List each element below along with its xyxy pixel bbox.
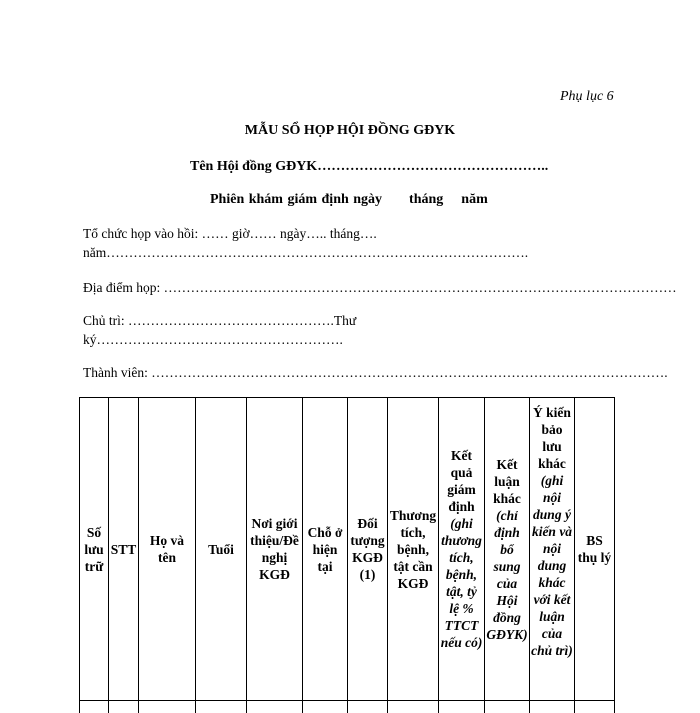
header-archive-number: Số lưu trữ bbox=[80, 398, 109, 701]
document-title: MẪU SỔ HỌP HỘI ĐỒNG GĐYK bbox=[0, 123, 700, 139]
table-cell bbox=[80, 701, 109, 713]
header-reserved-opinion bbox=[530, 398, 575, 701]
header-result-label: Kết quả giám định bbox=[447, 448, 476, 514]
header-referral: Nơi giới thiệu/Đề nghị KGĐ bbox=[247, 398, 303, 701]
chair-line-1: Chủ trì: ……………………………………….Thư bbox=[83, 313, 356, 329]
header-result-note: (ghi thương tích, bệnh, tật, tỷ lệ % TTCT nếu có) bbox=[441, 516, 483, 650]
header-result bbox=[439, 398, 485, 701]
meeting-time-line-1: Tổ chức họp vào hồi: …… giờ…… ngày….. tháng…. bbox=[83, 226, 377, 242]
header-injury: Thương tích, bệnh, tật cần KGĐ bbox=[388, 398, 439, 701]
table-cell bbox=[109, 701, 139, 713]
table-cell bbox=[139, 701, 196, 713]
meeting-time-line-2: năm…………………………………………………………………………………. bbox=[83, 245, 528, 261]
header-reserved-opinion-label: Ý kiến bảo lưu khác bbox=[533, 405, 571, 471]
header-full-name: Họ và tên bbox=[139, 398, 196, 701]
header-residence: Chỗ ở hiện tại bbox=[303, 398, 348, 701]
header-other-conclusion-note: (chỉ định bổ sung của Hội đồng GĐYK) bbox=[486, 508, 527, 642]
members-line: Thành viên: ……………………………………………………………………………………………………. bbox=[83, 365, 668, 381]
registry-table bbox=[79, 397, 615, 713]
location-line: Địa điểm họp: …………………………………………………………………………………………………… bbox=[83, 280, 677, 296]
header-subject: Đối tượng KGĐ (1) bbox=[348, 398, 388, 701]
header-age: Tuổi bbox=[196, 398, 247, 701]
header-other-conclusion bbox=[485, 398, 530, 701]
table-cell bbox=[196, 701, 247, 713]
header-doctor: BS thụ lý bbox=[575, 398, 615, 701]
table-cell bbox=[575, 701, 615, 713]
table-header-row bbox=[80, 398, 615, 701]
table-cell bbox=[303, 701, 348, 713]
table-cell bbox=[530, 701, 575, 713]
header-other-conclusion-label: Kết luận khác bbox=[493, 457, 521, 506]
table-cell bbox=[388, 701, 439, 713]
table-row bbox=[80, 701, 615, 713]
session-line: Phiên khám giám định ngày tháng năm bbox=[210, 192, 488, 208]
header-reserved-opinion-note: (ghi nội dung ý kiến và nội dung khác với kết luận của chủ trì) bbox=[531, 473, 573, 658]
table-cell bbox=[247, 701, 303, 713]
header-index: STT bbox=[109, 398, 139, 701]
chair-line-2: ký………………………………………………. bbox=[83, 332, 343, 348]
council-name-line: Tên Hội đồng GĐYK………………………………………….. bbox=[190, 159, 548, 175]
table-cell bbox=[485, 701, 530, 713]
table-cell bbox=[439, 701, 485, 713]
appendix-label: Phụ lục 6 bbox=[560, 89, 614, 105]
table-cell bbox=[348, 701, 388, 713]
